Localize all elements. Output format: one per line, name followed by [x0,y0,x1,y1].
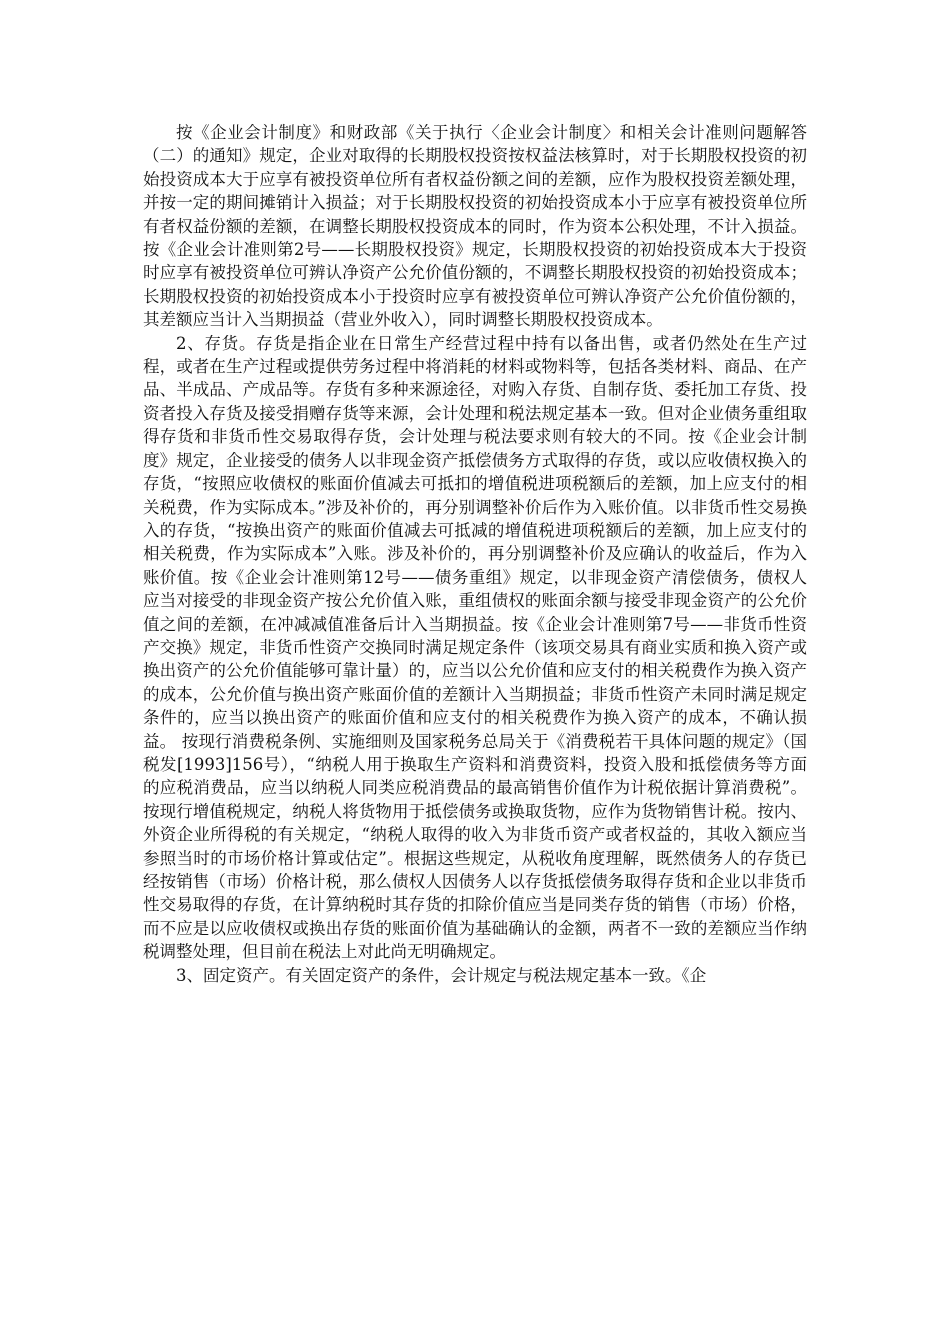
paragraph-equity-investment: 按《企业会计制度》和财政部《关于执行〈企业会计制度〉和相关会计准则问题解答（二）的通知》规定，企业对取得的长期股权投资按权益法核算时，对于长期股权投资的初始投资成本大于应享有被投资单位所有者权益份额之间的差额，应作为股权投资差额处理，并按一定的期间摊销计入损益；对于长期股权投资的初始投资成本小于应享有被投资单位所有者权益份额的差额，在调整长期股权投资成本的同时，作为资本公积处理，不计入损益。按《企业会计准则第2号——长期股权投资》规定，长期股权投资的初始投资成本大于投资时应享有被投资单位可辨认净资产公允价值份额的，不调整长期股权投资的初始投资成本；长期股权投资的初始投资成本小于投资时应享有被投资单位可辨认净资产公允价值份额的，其差额应当计入当期损益（营业外收入），同时调整长期股权投资成本。 [143,123,807,330]
paragraph-fixed-assets: 3、固定资产。有关固定资产的条件，会计规定与税法规定基本一致。《企 [176,965,707,985]
document-body [143,121,807,987]
paragraph-inventory: 2、存货。存货是指企业在日常生产经营过程中持有以备出售，或者仍然处在生产过程，或者在生产过程或提供劳务过程中将消耗的材料或物料等，包括各类材料、商品、在产品、半成品、产成品等。存货有多种来源途径，对购入存货、自制存货、委托加工存货、投资者投入存货及接受捐赠存货等来源，会计处理和税法规定基本一致。但对企业债务重组取得存货和非货币性交易取得存货，会计处理与税法要求则有较大的不同。按《企业会计制度》规定，企业接受的债务人以非现金资产抵偿债务方式取得的存货，或以应收债权换入的存货，“按照应收债权的账面价值减去可抵扣的增值税进项税额后的差额，加上应支付的相关税费，作为实际成本。”涉及补价的，再分别调整补价后作为入账价值。以非货币性交易换入的存货，“按换出资产的账面价值减去可抵减的增值税进项税额后的差额，加上应支付的相关税费，作为实际成本”入账。涉及补价的，再分别调整补价及应确认的收益后，作为入账价值。按《企业会计准则第12号——债务重组》规定，以非现金资产清偿债务，债权人应当对接受的非现金资产按公允价值入账，重组债权的账面余额与接受非现金资产的公允价值之间的差额，在冲减减值准备后计入当期损益。按《企业会计准则第7号——非货币性资产交换》规定，非货币性资产交换同时满足规定条件（该项交易具有商业实质和换入资产或换出资产的公允价值能够可靠计量）的，应当以公允价值和应支付的相关税费作为换入资产的成本，公允价值与换出资产账面价值的差额计入当期损益；非货币性资产未同时满足规定条件的，应当以换出资产的账面价值和应支付的相关税费作为换入资产的成本，不确认损益。 按现行消费税条例、实施细则及国家税务总局关于《消费税若干具体问题的规定》（国税发[1993]156号），“纳税人用于换取生产资料和消费资料，投资入股和抵偿债务等方面的应税消费品，应当以纳税人同类应税消费品的最高销售价值作为计税依据计算消费税”。按现行增值税规定，纳税人将货物用于抵偿债务或换取货物，应作为货物销售计税。按内、外资企业所得税的有关规定，“纳税人取得的收入为非货币资产或者权益的，其收入额应当参照当时的市场价格计算或估定”。根据这些规定，从税收角度理解，既然债务人的存货已经按销售（市场）价格计税，那么债权人因债务人以存货抵偿债务取得存货和企业以非货币性交易取得的存货，在计算纳税时其存货的扣除价值应当是同类存货的销售（市场）价格，而不应是以应收债权或换出存货的账面价值为基础确认的金额，两者不一致的差额应当作纳税调整处理，但目前在税法上对此尚无明确规定。 [143,333,807,962]
